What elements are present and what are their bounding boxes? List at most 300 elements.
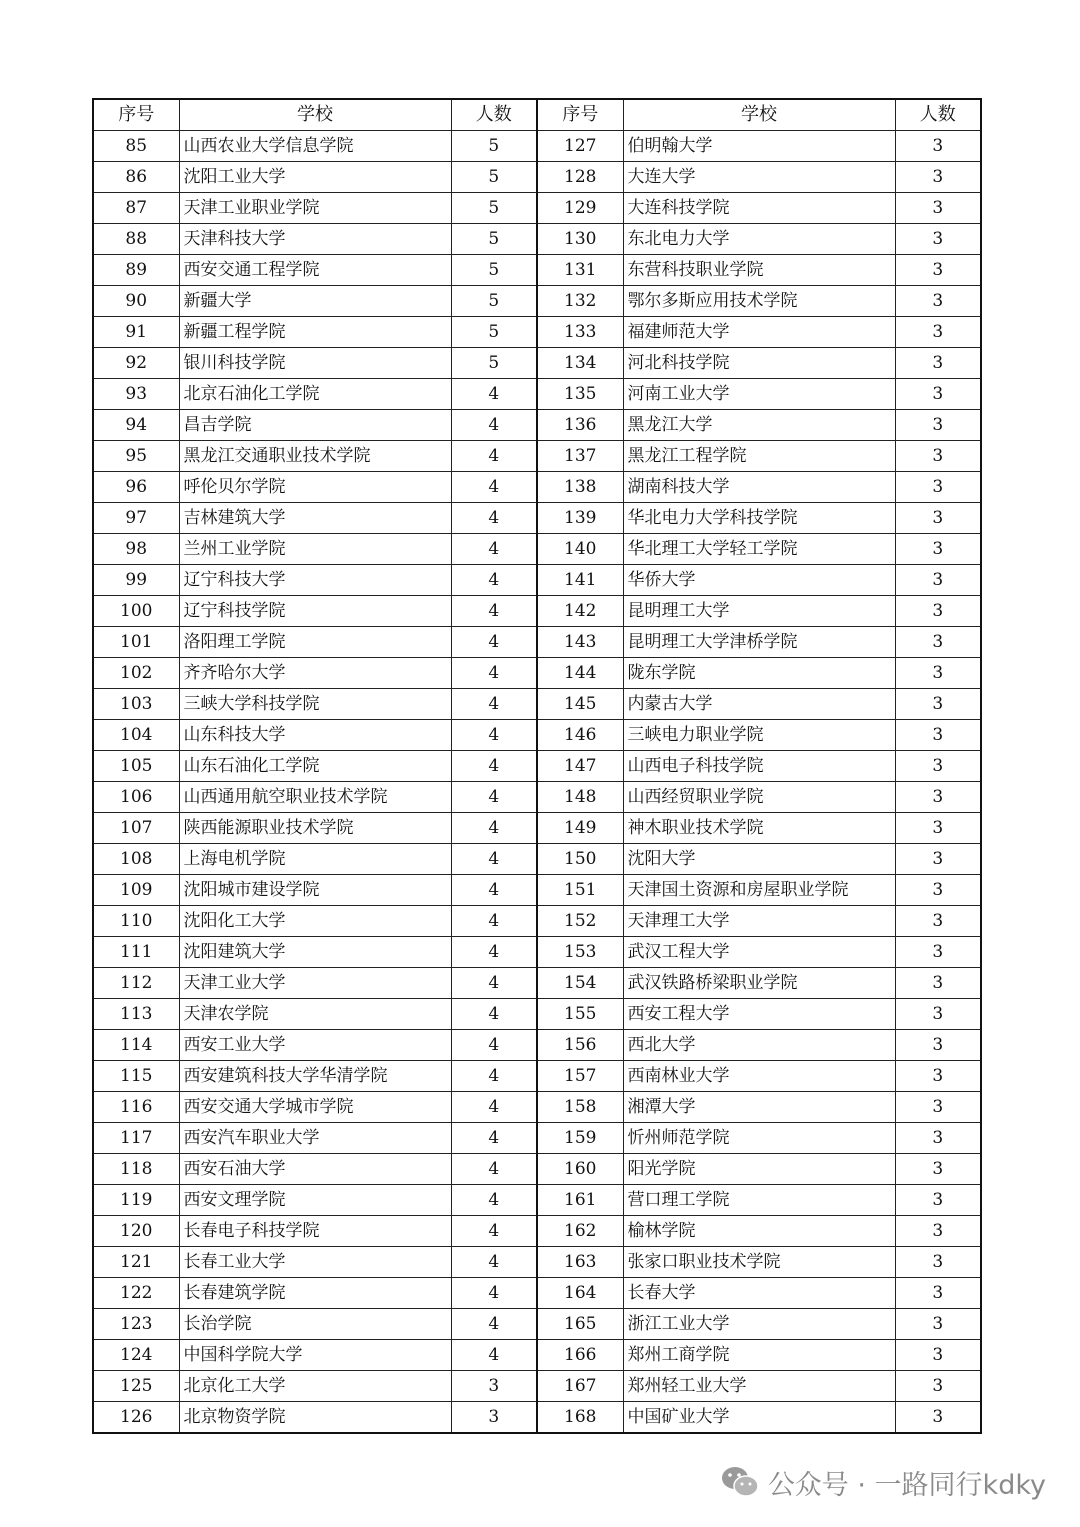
cell-count: 5 [451,348,537,379]
cell-school: 沈阳工业大学 [179,162,451,193]
cell-index: 142 [537,596,623,627]
table-row [93,596,981,627]
cell-count: 3 [895,999,981,1030]
cell-school: 华侨大学 [623,565,895,596]
cell-count: 3 [895,286,981,317]
cell-count: 3 [895,813,981,844]
cell-school: 河北科技学院 [623,348,895,379]
table-row [93,348,981,379]
cell-count: 3 [895,844,981,875]
cell-index: 87 [93,193,179,224]
table-row [93,1340,981,1371]
cell-school: 辽宁科技大学 [179,565,451,596]
cell-count: 4 [451,503,537,534]
cell-count: 3 [895,596,981,627]
cell-count: 4 [451,565,537,596]
cell-index: 127 [537,131,623,162]
cell-school: 长治学院 [179,1309,451,1340]
cell-school: 齐齐哈尔大学 [179,658,451,689]
cell-school: 大连大学 [623,162,895,193]
cell-index: 122 [93,1278,179,1309]
wechat-icon [720,1465,760,1499]
cell-count: 3 [895,224,981,255]
cell-index: 133 [537,317,623,348]
cell-count: 4 [451,906,537,937]
cell-index: 115 [93,1061,179,1092]
cell-count: 3 [895,348,981,379]
table-row [93,379,981,410]
cell-index: 107 [93,813,179,844]
cell-index: 94 [93,410,179,441]
cell-count: 3 [895,193,981,224]
cell-index: 99 [93,565,179,596]
cell-count: 4 [451,968,537,999]
cell-count: 3 [895,1092,981,1123]
cell-school: 兰州工业学院 [179,534,451,565]
cell-index: 121 [93,1247,179,1278]
cell-index: 141 [537,565,623,596]
cell-count: 4 [451,472,537,503]
cell-index: 125 [93,1371,179,1402]
cell-school: 榆林学院 [623,1216,895,1247]
cell-school: 洛阳理工学院 [179,627,451,658]
cell-school: 河南工业大学 [623,379,895,410]
table-row [93,720,981,751]
cell-index: 103 [93,689,179,720]
cell-index: 148 [537,782,623,813]
cell-index: 160 [537,1154,623,1185]
cell-school: 西北大学 [623,1030,895,1061]
cell-index: 101 [93,627,179,658]
cell-count: 3 [895,162,981,193]
cell-index: 118 [93,1154,179,1185]
table-row [93,472,981,503]
table-row [93,255,981,286]
cell-index: 136 [537,410,623,441]
cell-index: 145 [537,689,623,720]
cell-index: 156 [537,1030,623,1061]
cell-index: 111 [93,937,179,968]
header-index: 序号 [537,99,623,131]
cell-count: 4 [451,1309,537,1340]
cell-school: 郑州工商学院 [623,1340,895,1371]
cell-school: 中国矿业大学 [623,1402,895,1434]
cell-school: 内蒙古大学 [623,689,895,720]
cell-school: 天津工业职业学院 [179,193,451,224]
cell-count: 5 [451,286,537,317]
table-row [93,1371,981,1402]
table-row [93,503,981,534]
cell-index: 168 [537,1402,623,1434]
table-row [93,875,981,906]
cell-index: 92 [93,348,179,379]
cell-school: 武汉铁路桥梁职业学院 [623,968,895,999]
cell-school: 东北电力大学 [623,224,895,255]
header-school: 学校 [179,99,451,131]
cell-count: 4 [451,1247,537,1278]
cell-count: 4 [451,1216,537,1247]
table-row [93,1061,981,1092]
cell-index: 120 [93,1216,179,1247]
cell-count: 4 [451,782,537,813]
cell-index: 143 [537,627,623,658]
table-row [93,782,981,813]
header-school: 学校 [623,99,895,131]
table-row [93,937,981,968]
cell-count: 5 [451,255,537,286]
cell-school: 西安建筑科技大学华清学院 [179,1061,451,1092]
cell-index: 112 [93,968,179,999]
cell-count: 4 [451,658,537,689]
cell-index: 119 [93,1185,179,1216]
cell-index: 96 [93,472,179,503]
cell-school: 昆明理工大学 [623,596,895,627]
table-row [93,1402,981,1434]
table-row [93,162,981,193]
cell-index: 157 [537,1061,623,1092]
cell-school: 北京石油化工学院 [179,379,451,410]
table-row [93,224,981,255]
cell-count: 4 [451,875,537,906]
cell-count: 5 [451,162,537,193]
cell-count: 3 [895,937,981,968]
cell-count: 4 [451,844,537,875]
cell-school: 黑龙江工程学院 [623,441,895,472]
cell-count: 3 [895,968,981,999]
cell-index: 162 [537,1216,623,1247]
watermark [720,1462,1046,1502]
cell-index: 89 [93,255,179,286]
cell-count: 4 [451,720,537,751]
cell-count: 3 [895,1247,981,1278]
cell-school: 上海电机学院 [179,844,451,875]
cell-index: 155 [537,999,623,1030]
table-header-row [93,99,981,131]
cell-school: 西安交通工程学院 [179,255,451,286]
cell-index: 113 [93,999,179,1030]
cell-index: 123 [93,1309,179,1340]
cell-index: 154 [537,968,623,999]
cell-count: 3 [895,1402,981,1434]
table-row [93,813,981,844]
header-count: 人数 [451,99,537,131]
cell-school: 华北电力大学科技学院 [623,503,895,534]
cell-school: 三峡大学科技学院 [179,689,451,720]
cell-index: 106 [93,782,179,813]
cell-count: 5 [451,131,537,162]
cell-school: 西安交通大学城市学院 [179,1092,451,1123]
cell-index: 165 [537,1309,623,1340]
table-row [93,534,981,565]
cell-school: 天津国土资源和房屋职业学院 [623,875,895,906]
cell-index: 86 [93,162,179,193]
table-row [93,1154,981,1185]
cell-count: 4 [451,627,537,658]
cell-school: 西安石油大学 [179,1154,451,1185]
cell-school: 吉林建筑大学 [179,503,451,534]
cell-school: 伯明翰大学 [623,131,895,162]
cell-count: 3 [895,1030,981,1061]
cell-index: 108 [93,844,179,875]
cell-school: 西安工业大学 [179,1030,451,1061]
cell-index: 159 [537,1123,623,1154]
cell-count: 4 [451,1092,537,1123]
cell-count: 4 [451,379,537,410]
cell-index: 151 [537,875,623,906]
table-row [93,1185,981,1216]
cell-count: 4 [451,441,537,472]
cell-index: 144 [537,658,623,689]
table-row [93,193,981,224]
cell-index: 140 [537,534,623,565]
cell-school: 天津工业大学 [179,968,451,999]
cell-school: 天津理工大学 [623,906,895,937]
cell-school: 西安工程大学 [623,999,895,1030]
cell-count: 3 [895,317,981,348]
cell-index: 110 [93,906,179,937]
cell-count: 4 [451,1185,537,1216]
cell-count: 3 [895,906,981,937]
cell-count: 3 [895,565,981,596]
cell-school: 昆明理工大学津桥学院 [623,627,895,658]
header-index: 序号 [93,99,179,131]
cell-count: 3 [895,1216,981,1247]
cell-count: 3 [895,751,981,782]
cell-count: 3 [895,1061,981,1092]
cell-index: 124 [93,1340,179,1371]
cell-count: 3 [895,410,981,441]
cell-school: 天津科技大学 [179,224,451,255]
cell-school: 银川科技学院 [179,348,451,379]
cell-index: 134 [537,348,623,379]
cell-count: 4 [451,751,537,782]
cell-school: 长春电子科技学院 [179,1216,451,1247]
cell-index: 132 [537,286,623,317]
cell-count: 5 [451,193,537,224]
cell-school: 大连科技学院 [623,193,895,224]
header-count: 人数 [895,99,981,131]
cell-index: 135 [537,379,623,410]
cell-index: 114 [93,1030,179,1061]
table-row [93,565,981,596]
cell-index: 95 [93,441,179,472]
cell-school: 辽宁科技学院 [179,596,451,627]
cell-count: 5 [451,224,537,255]
table-row [93,1030,981,1061]
cell-school: 新疆工程学院 [179,317,451,348]
table-row [93,999,981,1030]
cell-count: 4 [451,999,537,1030]
cell-count: 3 [895,1154,981,1185]
cell-school: 沈阳大学 [623,844,895,875]
cell-school: 新疆大学 [179,286,451,317]
cell-school: 北京化工大学 [179,1371,451,1402]
cell-school: 昌吉学院 [179,410,451,441]
cell-index: 85 [93,131,179,162]
cell-school: 陕西能源职业技术学院 [179,813,451,844]
cell-index: 129 [537,193,623,224]
cell-school: 张家口职业技术学院 [623,1247,895,1278]
cell-index: 104 [93,720,179,751]
cell-count: 3 [895,658,981,689]
cell-count: 3 [895,1185,981,1216]
cell-school: 郑州轻工业大学 [623,1371,895,1402]
cell-count: 3 [895,1123,981,1154]
cell-school: 山西经贸职业学院 [623,782,895,813]
cell-count: 3 [895,1309,981,1340]
cell-index: 128 [537,162,623,193]
table-row [93,1309,981,1340]
cell-index: 93 [93,379,179,410]
table-row [93,410,981,441]
cell-school: 忻州师范学院 [623,1123,895,1154]
cell-count: 3 [895,441,981,472]
cell-school: 华北理工大学轻工学院 [623,534,895,565]
cell-school: 湖南科技大学 [623,472,895,503]
cell-count: 4 [451,410,537,441]
cell-school: 山东石油化工学院 [179,751,451,782]
cell-school: 长春大学 [623,1278,895,1309]
table-row [93,751,981,782]
cell-index: 163 [537,1247,623,1278]
cell-count: 3 [895,503,981,534]
cell-school: 浙江工业大学 [623,1309,895,1340]
table-row [93,1092,981,1123]
cell-count: 3 [451,1402,537,1434]
cell-index: 137 [537,441,623,472]
cell-count: 3 [895,689,981,720]
cell-count: 3 [895,1340,981,1371]
cell-index: 91 [93,317,179,348]
table-row [93,1278,981,1309]
cell-count: 3 [895,131,981,162]
cell-count: 3 [451,1371,537,1402]
cell-school: 呼伦贝尔学院 [179,472,451,503]
cell-index: 153 [537,937,623,968]
cell-school: 鄂尔多斯应用技术学院 [623,286,895,317]
cell-index: 105 [93,751,179,782]
cell-count: 3 [895,782,981,813]
cell-school: 东营科技职业学院 [623,255,895,286]
cell-count: 4 [451,937,537,968]
cell-count: 3 [895,627,981,658]
cell-index: 150 [537,844,623,875]
cell-index: 117 [93,1123,179,1154]
cell-school: 阳光学院 [623,1154,895,1185]
cell-count: 4 [451,813,537,844]
cell-count: 3 [895,720,981,751]
table-row [93,1216,981,1247]
cell-index: 130 [537,224,623,255]
cell-school: 中国科学院大学 [179,1340,451,1371]
cell-count: 4 [451,596,537,627]
cell-index: 158 [537,1092,623,1123]
cell-index: 139 [537,503,623,534]
table-row [93,689,981,720]
table-row [93,968,981,999]
cell-index: 126 [93,1402,179,1434]
cell-count: 4 [451,1340,537,1371]
cell-count: 4 [451,1123,537,1154]
cell-index: 116 [93,1092,179,1123]
cell-school: 营口理工学院 [623,1185,895,1216]
cell-count: 3 [895,472,981,503]
table-row [93,627,981,658]
cell-school: 沈阳城市建设学院 [179,875,451,906]
cell-count: 4 [451,689,537,720]
cell-index: 100 [93,596,179,627]
cell-index: 161 [537,1185,623,1216]
cell-count: 3 [895,875,981,906]
table-row [93,906,981,937]
cell-school: 长春工业大学 [179,1247,451,1278]
cell-count: 3 [895,379,981,410]
table-row [93,1247,981,1278]
table-row [93,658,981,689]
cell-school: 天津农学院 [179,999,451,1030]
cell-count: 5 [451,317,537,348]
cell-count: 4 [451,1278,537,1309]
table-row [93,317,981,348]
cell-index: 97 [93,503,179,534]
cell-count: 4 [451,534,537,565]
cell-count: 3 [895,1371,981,1402]
cell-index: 138 [537,472,623,503]
school-count-table [92,98,982,1434]
cell-index: 98 [93,534,179,565]
cell-school: 山西电子科技学院 [623,751,895,782]
cell-school: 山西通用航空职业技术学院 [179,782,451,813]
cell-count: 3 [895,1278,981,1309]
cell-count: 4 [451,1061,537,1092]
cell-school: 山西农业大学信息学院 [179,131,451,162]
cell-school: 沈阳化工大学 [179,906,451,937]
cell-index: 149 [537,813,623,844]
cell-school: 北京物资学院 [179,1402,451,1434]
cell-school: 长春建筑学院 [179,1278,451,1309]
cell-school: 西安汽车职业大学 [179,1123,451,1154]
cell-school: 神木职业技术学院 [623,813,895,844]
cell-school: 黑龙江大学 [623,410,895,441]
cell-index: 164 [537,1278,623,1309]
table-row [93,844,981,875]
cell-index: 167 [537,1371,623,1402]
table-row [93,441,981,472]
table-row [93,1123,981,1154]
watermark-text: 公众号 · 一路同行kdky [767,1469,1046,1501]
cell-index: 147 [537,751,623,782]
cell-count: 3 [895,255,981,286]
cell-school: 西安文理学院 [179,1185,451,1216]
cell-index: 152 [537,906,623,937]
cell-school: 三峡电力职业学院 [623,720,895,751]
cell-school: 湘潭大学 [623,1092,895,1123]
table-body [93,131,981,1434]
cell-school: 山东科技大学 [179,720,451,751]
cell-school: 西南林业大学 [623,1061,895,1092]
cell-school: 福建师范大学 [623,317,895,348]
cell-school: 黑龙江交通职业技术学院 [179,441,451,472]
cell-index: 109 [93,875,179,906]
cell-school: 陇东学院 [623,658,895,689]
cell-index: 88 [93,224,179,255]
cell-index: 102 [93,658,179,689]
cell-school: 武汉工程大学 [623,937,895,968]
cell-school: 沈阳建筑大学 [179,937,451,968]
cell-count: 3 [895,534,981,565]
table-row [93,286,981,317]
cell-index: 131 [537,255,623,286]
